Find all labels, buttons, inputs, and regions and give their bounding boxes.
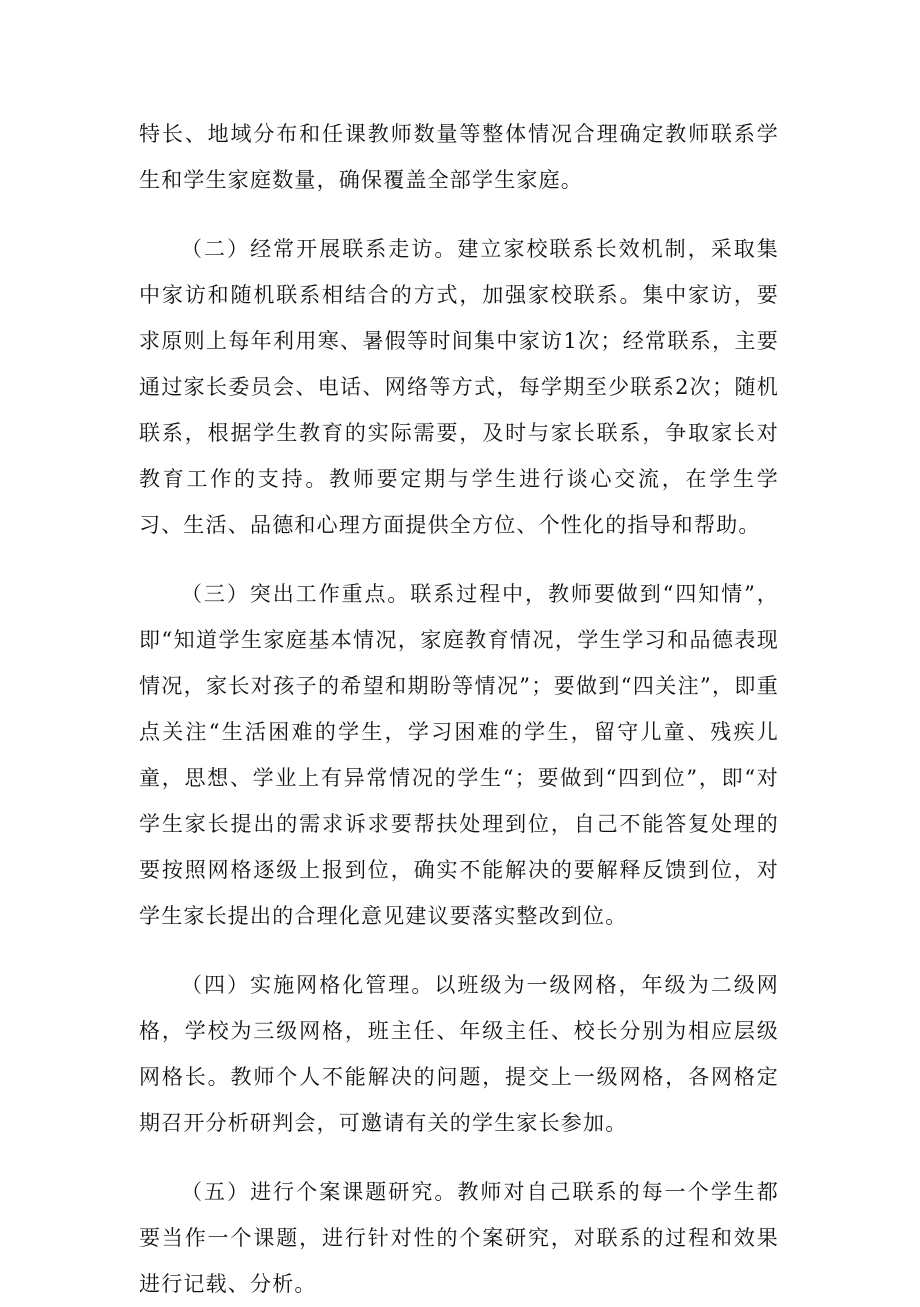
- paragraph-grid-management: （四）实施网格化管理。以班级为一级网格，年级为二级网格，学校为三级网格，班主任、年级主任、校长分别为相应层级网格长。教师个人不能解决的问题，提交上一级网格，各网格定期召开分析研判会，可邀请有关的学生家长参加。: [139, 973, 779, 1135]
- paragraph-contact-visits: （二）经常开展联系走访。建立家校联系长效机制，采取集中家访和随机联系相结合的方式，加强家校联系。集中家访，要求原则上每年利用寒、暑假等时间集中家访1次；经常联系，主要通过家长委员会、电话、网络等方式，每学期至少联系2次；随机联系，根据学生教育的实际需要，及时与家长联系，争取家长对教育工作的支持。教师要定期与学生进行谈心交流，在学生学习、生活、品德和心理方面提供全方位、个性化的指导和帮助。: [139, 237, 779, 537]
- paragraph-work-focus: （三）突出工作重点。联系过程中，教师要做到“四知情”，即“知道学生家庭基本情况，家庭教育情况，学生学习和品德表现情况，家长对孩子的希望和期盼等情况”；要做到“四关注”，即重点关注“生活困难的学生，学习困难的学生，留守儿童、残疾儿童，思想、学业上有异常情况的学生“；要做到“四到位”，即“对学生家长提出的需求诉求要帮扶处理到位，自己不能答复处理的要按照网格逐级上报到位，确实不能解决的要解释反馈到位，对学生家长提出的合理化意见建议要落实整改到位。: [139, 582, 779, 928]
- paragraph-continued: 特长、地域分布和任课教师数量等整体情况合理确定教师联系学生和学生家庭数量，确保覆盖全部学生家庭。: [139, 122, 779, 192]
- paragraph-case-study: （五）进行个案课题研究。教师对自己联系的每一个学生都要当作一个课题，进行针对性的个案研究，对联系的过程和效果进行记载、分析。: [139, 1180, 779, 1296]
- document-body: [139, 111, 779, 1307]
